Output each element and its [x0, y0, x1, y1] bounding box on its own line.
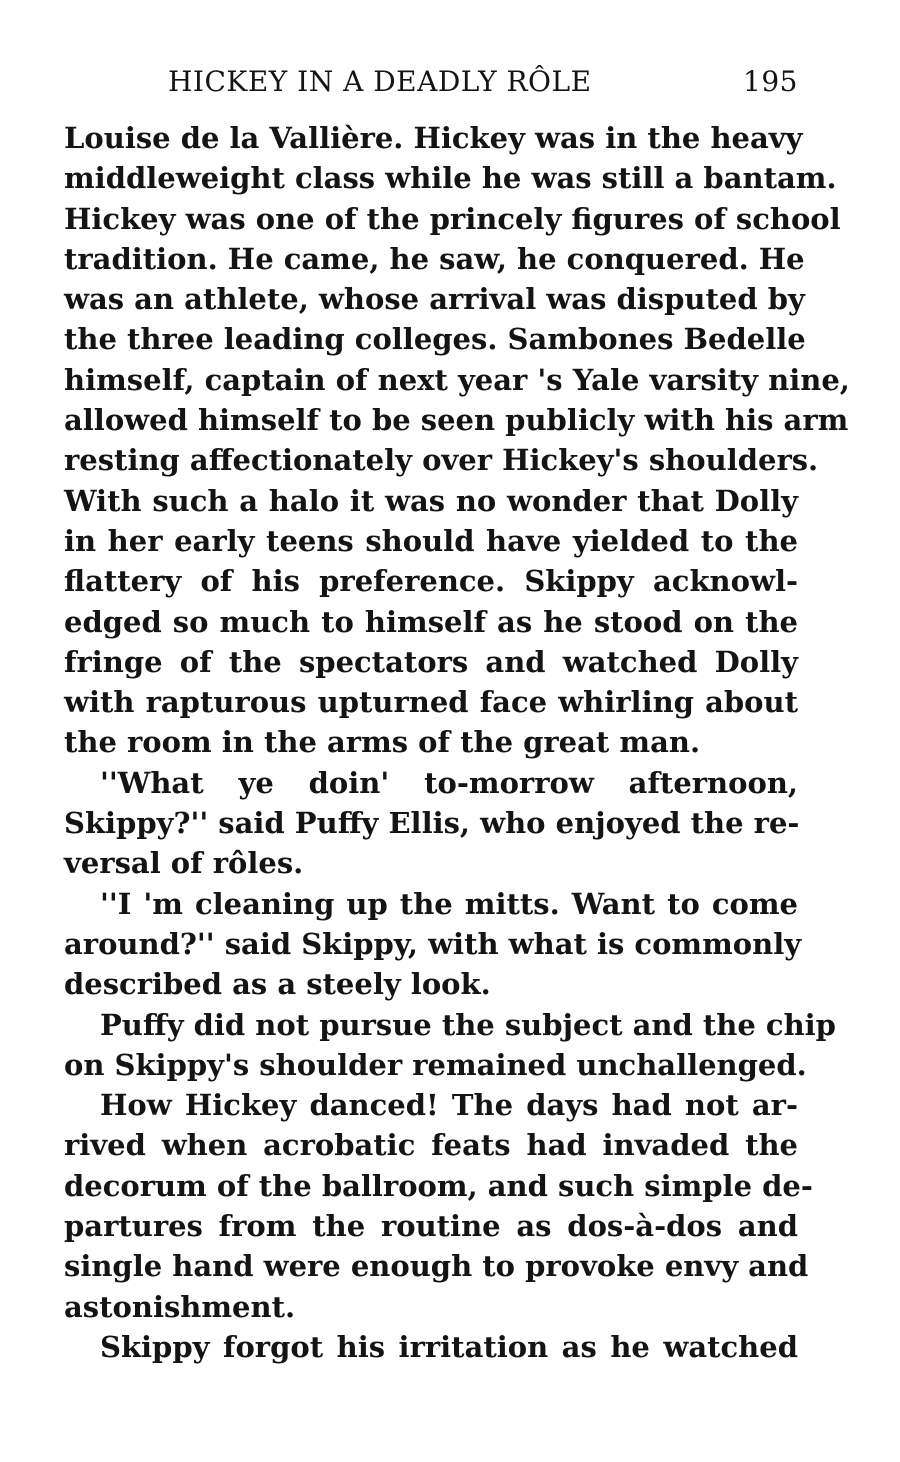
- text-line: Hickey was one of the princely figures of school: [64, 201, 841, 236]
- text-line: described as a steely look.: [64, 967, 491, 1002]
- running-title: HICKEY IN A DEADLY RÔLE: [168, 65, 592, 98]
- body-text: [64, 118, 850, 1367]
- text-line: around?'' said Skippy, with what is commonly: [64, 926, 802, 961]
- text-line: partures from the routine as dos-à-dos and: [64, 1209, 798, 1244]
- text-line: How Hickey danced! The days had not ar-: [100, 1088, 798, 1123]
- text-line: With such a halo it was no wonder that Dolly: [64, 483, 798, 518]
- text-line: single hand were enough to provoke envy and: [64, 1249, 809, 1284]
- text-line: Puffy did not pursue the subject and the chip: [100, 1007, 836, 1042]
- text-line: was an athlete, whose arrival was disputed by: [64, 282, 805, 317]
- text-line: the three leading colleges. Sambones Bedelle: [64, 322, 806, 357]
- text-line: ''I 'm cleaning up the mitts. Want to come: [100, 886, 798, 921]
- running-header: [64, 60, 798, 104]
- text-line: with rapturous upturned face whirling about: [64, 685, 798, 720]
- text-line: resting affectionately over Hickey's shoulders.: [64, 443, 819, 478]
- text-line: versal of rôles.: [64, 846, 304, 881]
- text-line: ''What ye doin' to-morrow afternoon,: [100, 765, 798, 800]
- text-line: the room in the arms of the great man.: [64, 725, 701, 760]
- paragraph: [64, 1005, 836, 1086]
- text-line: Skippy forgot his irritation as he watched: [100, 1329, 798, 1364]
- paragraph: [64, 1085, 813, 1327]
- text-line: tradition. He came, he saw, he conquered. He: [64, 241, 805, 276]
- text-line: on Skippy's shoulder remained unchallenged.: [64, 1047, 807, 1082]
- text-line: astonishment.: [64, 1289, 296, 1324]
- page-number: 195: [743, 65, 798, 98]
- paragraph: [64, 884, 802, 1005]
- text-line: decorum of the ballroom, and such simple de-: [64, 1168, 813, 1203]
- text-line: rived when acrobatic feats had invaded the: [64, 1128, 798, 1163]
- text-line: Louise de la Vallière. Hickey was in the heavy: [64, 121, 803, 155]
- text-line: fringe of the spectators and watched Dolly: [64, 644, 798, 679]
- paragraph: [64, 1327, 798, 1367]
- paragraph: [64, 763, 798, 884]
- text-line: middleweight class while he was still a bantam.: [64, 161, 837, 196]
- text-line: in her early teens should have yielded to the: [64, 523, 798, 558]
- text-line: himself, captain of next year 's Yale varsity nine,: [64, 362, 850, 397]
- text-line: Skippy?'' said Puffy Ellis, who enjoyed the re-: [64, 806, 800, 841]
- paragraph: [64, 118, 850, 763]
- book-page: [64, 60, 850, 1367]
- text-line: flattery of his preference. Skippy acknowl-: [64, 564, 798, 599]
- text-line: allowed himself to be seen publicly with his arm: [64, 403, 849, 438]
- text-line: edged so much to himself as he stood on the: [64, 604, 798, 639]
